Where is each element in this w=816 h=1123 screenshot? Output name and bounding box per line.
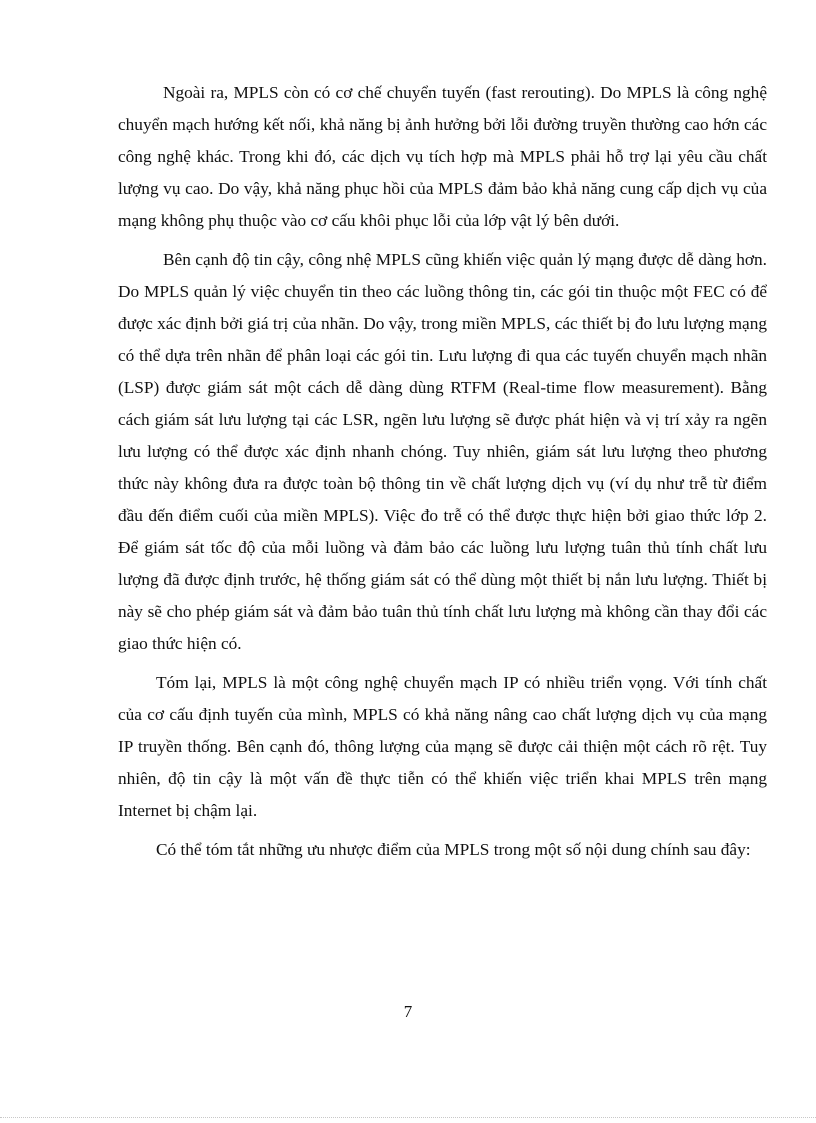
page-number: 7 bbox=[403, 1002, 413, 1021]
paragraph-fast-rerouting: Ngoài ra, MPLS còn có cơ chế chuyển tuyến (fast rerouting). Do MPLS là công nghệ chuyển mạch hướng kết nối, khả năng bị ảnh hưởng bởi lỗi đường truyền thường cao hớn các công nghệ khác. Trong khi đó, các dịch vụ tích hợp mà MPLS phải hỗ trợ lại yêu cầu chất lượng vụ cao. Do vậy, khả năng phục hồi của MPLS đảm bảo khả năng cung cấp dịch vụ của mạng không phụ thuộc vào cơ cấu khôi phục lỗi của lớp vật lý bên dưới. bbox=[118, 83, 767, 230]
body-text bbox=[118, 77, 767, 873]
paragraph-summary: Tóm lại, MPLS là một công nghệ chuyển mạch IP có nhiều triển vọng. Với tính chất của cơ cấu định tuyến của mình, MPLS có khả năng nâng cao chất lượng dịch vụ của mạng IP truyền thống. Bên cạnh đó, thông lượng của mạng sẽ được cải thiện một cách rõ rệt. Tuy nhiên, độ tin cậy là một vấn đề thực tiễn có thể khiến việc triển khai MPLS trên mạng Internet bị chậm lại. bbox=[118, 673, 767, 820]
paragraph-network-management: Bên cạnh độ tin cậy, công nhệ MPLS cũng khiến việc quản lý mạng được dễ dàng hơn. Do MPLS quản lý việc chuyển tin theo các luồng thông tin, các gói tin thuộc một FEC có để được xác định bởi giá trị của nhãn. Do vậy, trong miền MPLS, các thiết bị đo lưu lượng mạng có thể dựa trên nhãn để phân loại các gói tin. Lưu lượng đi qua các tuyến chuyển mạch nhãn (LSP) được giám sát một cách dễ dàng dùng RTFM (Real-time flow measurement). Bằng cách giám sát lưu lượng tại các LSR, ngẽn lưu lượng sẽ được phát hiện và vị trí xảy ra ngẽn lưu lượng có thể được xác định nhanh chóng. Tuy nhiên, giám sát lưu lượng theo phương thức này không đưa ra được toàn bộ thông tin về chất lượng dịch vụ (ví dụ như trễ từ điểm đầu đến điểm cuối của miền MPLS). Việc đo trễ có thể được thực hiện bởi giao thức lớp 2. Để giám sát tốc độ của mỗi luồng và đảm bảo các luồng lưu lượng tuân thủ tính chất lưu lượng đã được định trước, hệ thống giám sát có thể dùng một thiết bị nắn lưu lượng. Thiết bị này sẽ cho phép giám sát và đảm bảo tuân thủ tính chất lưu lượng mà không cần thay đổi các giao thức hiện có. bbox=[118, 250, 767, 653]
footer-divider bbox=[0, 1117, 816, 1118]
paragraph-pros-cons-intro: Có thể tóm tắt những ưu nhược điểm của MPLS trong một số nội dung chính sau đây: bbox=[156, 840, 751, 859]
